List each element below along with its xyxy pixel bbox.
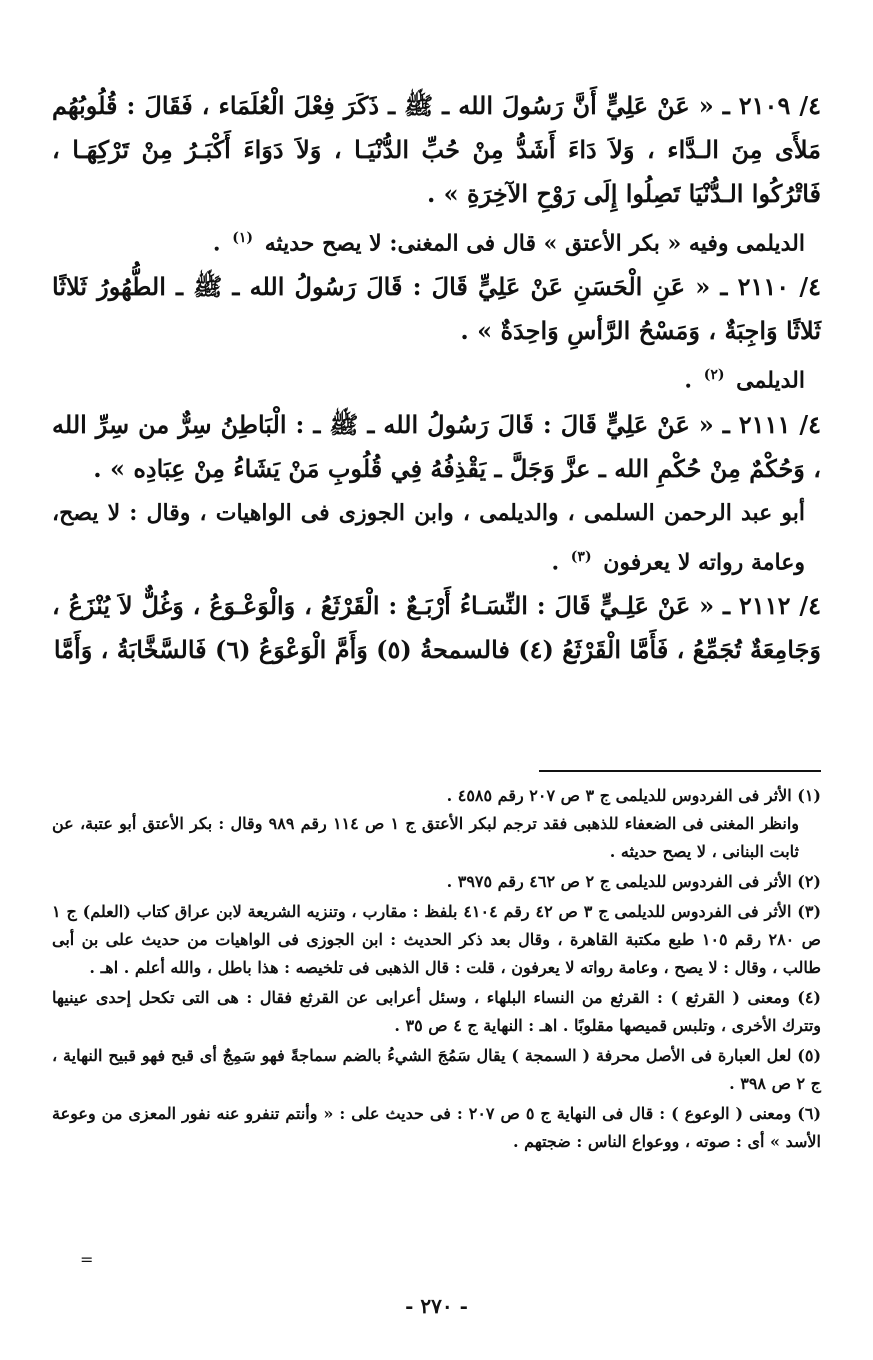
footnote-4 xyxy=(52,984,821,1040)
hadith-2111-source: أبو عبد الرحمن السلمى ، والديلمى ، وابن الجوزى فى الواهيات ، وقال : لا يصح، وعامة رواته لا يعرفون $^{(٣)}$ . xyxy=(52,499,806,575)
source-text: الديلمى xyxy=(736,367,805,394)
footnote-number: (١) xyxy=(797,786,821,805)
footnotes xyxy=(52,782,821,1158)
continuation-mark: = xyxy=(80,1250,94,1269)
footnote-number: (٤) xyxy=(797,988,821,1007)
footnote-number: (٢) xyxy=(797,872,821,891)
hadith-2109-source: الديلمى وفيه « بكر الأعتق » قال فى المغنى: لا يصح حديثه $^{(١)}$ . xyxy=(212,230,805,257)
footnote-text: الأثر فى الفردوس للديلمى ج ٣ ص ٢٠٧ رقم ٤٥٨٥ . xyxy=(446,786,792,805)
footnote-number: (٦) xyxy=(797,1104,822,1123)
footnote-ref: (٢) xyxy=(703,367,725,384)
footnote-text: ومعنى ( القرثع ) : القرثع من النساء البلهاء ، وسئل أعرابى عن القرثع فقال : هى التى تكحل إحدى عينيها وتترك الأخرى ، وتلبس قميصها مقلوبًا . اهـ : النهاية ج ٤ ص ٣٥ . xyxy=(52,988,821,1035)
footnote-text: لعل العبارة فى الأصل محرفة ( السمجة ) يقال سَمُجَ الشيءُ بالضم سماجةً فهو سَمِجٌ أى قبح فهو قبيح النهاية ، ج ٢ ص ٣٩٨ . xyxy=(52,1046,821,1093)
footnote-number: (٣) xyxy=(797,902,822,921)
hadith-2112: ٤/ ٢١١٢ ـ « عَنْ عَلِـيٍّ قَالَ : النِّسَـاءُ أَرْبَـعٌ : الْقَرْثَعُ ، وَالْوَعْـوَعُ ، وَغُلٌّ لاَ يُنْزَعُ ، وَجَامِعَةٌ تُجَمِّعُ ، فَأَمَّا الْقَرْثَعُ (٤) فالسمحةُ (٥) وَأَمَّ الْوَعْوَعُ (٦) فَالسَّخَّابَةُ ، وَأَمَّا xyxy=(52,590,821,664)
hadith-2110-source: الديلمى $^{(٢)}$ . xyxy=(684,367,805,394)
footnote-ref: (١) xyxy=(232,230,254,246)
footnote-continuation: وانظر المغنى فى الضعفاء للذهبى فقد ترجم لبكر الأعتق ج ١ ص ١١٤ رقم ٩٨٩ وقال : بكر الأعتق أبو عتبة، عن ثابت البنانى ، لا يصح حديثه . xyxy=(52,814,800,861)
page-number: - ٢٧٠ - xyxy=(405,1294,468,1318)
footnote-1 xyxy=(52,782,821,866)
footnote-5 xyxy=(52,1042,821,1098)
footnote-ref: (٣) xyxy=(570,548,592,565)
footnote-number: (٥) xyxy=(797,1046,822,1065)
footnote-3 xyxy=(52,898,821,982)
footnote-text: الأثر فى الفردوس للديلمى ج ٢ ص ٤٦٢ رقم ٣٩٧٥ . xyxy=(446,872,792,891)
main-text xyxy=(52,84,821,672)
footnote-text: الأثر فى الفردوس للديلمى ج ٣ ص ٤٢ رقم ٤١٠٤ بلفظ : مقارب ، وتنزيه الشريعة لابن عراق كتاب (العلم) ج ١ ص ٢٨٠ رقم ١٠٥ طبع مكتبة القاهرة ، وقال بعد ذكر الحديث : ابن الجوزى فى الواهيات من حديث على بن أبى طالب ، وقال : لا يصح ، وعامة رواته لا يعرفون ، قلت : قال الذهبى فى تلخيصه : هذا باطل ، والله أعلم . اهـ . xyxy=(52,902,821,977)
hadith-2111: ٤/ ٢١١١ ـ « عَنْ عَلِيٍّ قَالَ : قَالَ رَسُولُ الله ـ ﷺ ـ : الْبَاطِنُ سِرٌّ من سِرِّ الله ، وَحُكْمٌ مِنْ حُكْمِ الله ـ عزَّ وَجَلَّ ـ يَقْذِفُهُ فِي قُلُوبِ مَنْ يَشَاءُ مِنْ عِبَادِه » . xyxy=(52,409,821,483)
footnote-divider xyxy=(539,770,821,772)
hadith-2110: ٤/ ٢١١٠ ـ « عَنِ الْحَسَنِ عَنْ عَلِيٍّ قَالَ : قَالَ رَسُولُ الله ـ ﷺ ـ الطُّهُورُ ثَلاثًا ثَلاثًا وَاجِبَةٌ ، وَمَسْحُ الرَّأسِ وَاحِدَةٌ » . xyxy=(52,272,822,346)
footnote-6 xyxy=(52,1100,821,1156)
source-text: أبو عبد الرحمن السلمى ، والديلمى ، وابن الجوزى فى الواهيات ، وقال : لا يصح، وعامة رواته لا يعرفون xyxy=(52,499,806,575)
hadith-2109: ٤/ ٢١٠٩ ـ « عَنْ عَلِيٍّ أَنَّ رَسُولَ الله ـ ﷺ ـ ذَكَرَ فِعْلَ الْعُلَمَاء ، فَقَالَ : قُلُوبُهُم مَلأَى مِنَ الـدَّاء ، وَلاَ دَاءَ أَشَدُّ مِنْ حُبِّ الدُّنْيَـا ، وَلاَ دَوَاءَ أَكْبَـرُ مِنْ تَرْكِهَـا ، فَاتْرُكُوا الـدُّنْيَا تَصِلُوا إِلَى رَوْحِ الآخِرَةِ » . xyxy=(52,91,821,208)
footnote-text: ومعنى ( الوعوع ) : قال فى النهاية ج ٥ ص ٢٠٧ : فى حديث على : « وأنتم تنفرو عنه نفور المعزى من وعوعة الأسد » أى : صوته ، ووعواع الناس : ضجتهم . xyxy=(52,1104,821,1151)
footnote-2 xyxy=(52,868,821,896)
source-text: الديلمى وفيه « بكر الأعتق » قال فى المغنى: لا يصح حديثه xyxy=(264,230,805,257)
